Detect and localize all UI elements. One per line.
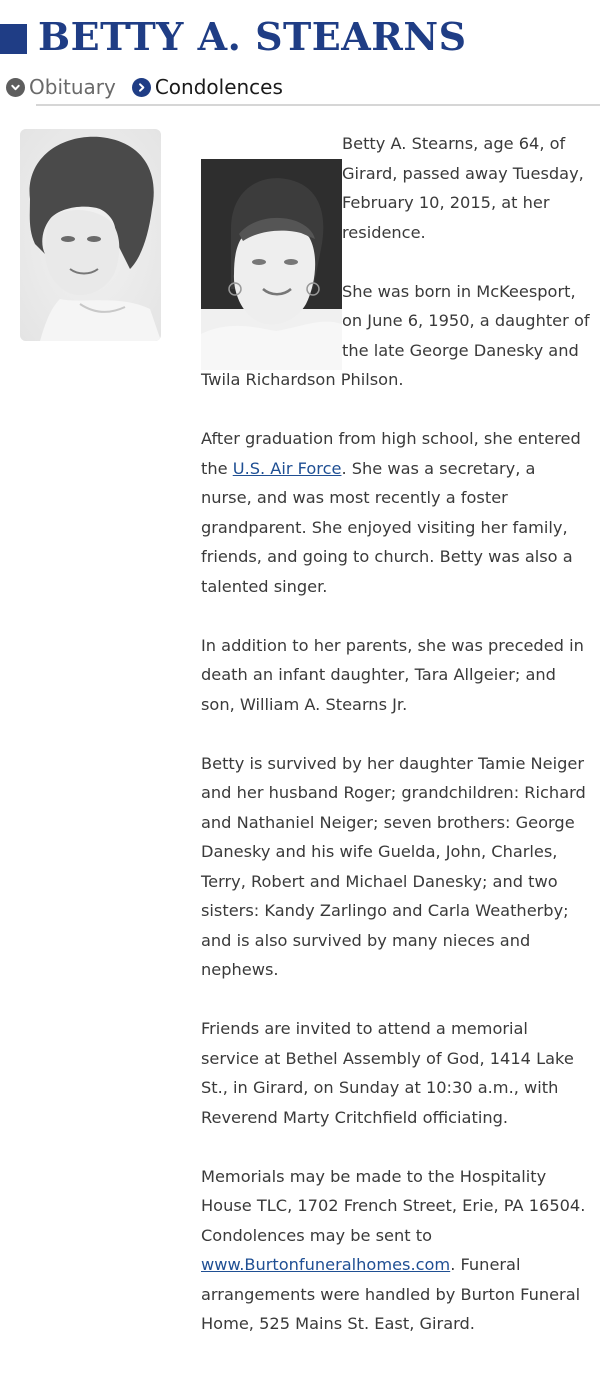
text: After graduation from high school, she entered the bbox=[201, 429, 581, 478]
text: Memorials may be made to the Hospitality House TLC, 1702 French Street, Erie, PA 16504. Condolences may be sent to bbox=[201, 1166, 586, 1245]
section-tabs bbox=[6, 73, 299, 101]
title-accent-bar bbox=[0, 24, 27, 54]
portrait-photo-young bbox=[20, 129, 161, 341]
tab-obituary[interactable] bbox=[6, 73, 116, 101]
obituary-paragraph-life bbox=[201, 424, 591, 601]
obituary-body bbox=[201, 129, 591, 1368]
obituary-paragraph-death: Betty A. Stearns, age 64, of Girard, passed away Tuesday, February 10, 2015, at her residence. bbox=[342, 134, 584, 242]
obituary-paragraph-memorials bbox=[201, 1162, 591, 1339]
funeral-home-website-link[interactable]: www.Burtonfuneralhomes.com bbox=[201, 1255, 451, 1274]
text: . Funeral arrangements were handled by Burton Funeral Home, 525 Mains St. East, Girard. bbox=[201, 1255, 581, 1333]
obituary-paragraph-survivors: Betty is survived by her daughter Tamie Neiger and her husband Roger; grandchildren: Richard and Nathaniel Neiger; seven brothers: George Danesky and his wife Guelda, John, Charles, Terry, Robert and Michael Danesky; and two sisters: Kandy Zarlingo and Carla Weatherby; and is also survived by many nieces and nephews. bbox=[201, 753, 586, 979]
obituary-paragraph-birth: She was born in McKeesport, on June 6, 1950, a daughter of the late George Danesky and Twila Richardson Philson. bbox=[201, 281, 590, 389]
tabs-divider bbox=[36, 104, 600, 106]
obituary-paragraph-service: Friends are invited to attend a memorial service at Bethel Assembly of God, 1414 Lake St., in Girard, on Sunday at 10:30 a.m., with Reverend Marty Critchfield officiating. bbox=[201, 1019, 574, 1127]
tab-obituary-label: Obituary bbox=[29, 75, 116, 99]
obituary-paragraph-preceded: In addition to her parents, she was preceded in death an infant daughter, Tara Allgeier; and son, William A. Stearns Jr. bbox=[201, 635, 584, 714]
chevron-down-circle-icon bbox=[6, 78, 25, 97]
page-title: BETTY A. STEARNS bbox=[38, 14, 467, 59]
tab-condolences[interactable] bbox=[132, 73, 283, 101]
air-force-link[interactable]: U.S. Air Force bbox=[232, 458, 342, 478]
tab-condolences-label: Condolences bbox=[154, 75, 283, 99]
chevron-right-circle-icon bbox=[132, 78, 151, 97]
text: . She was a secretary, a nurse, and was most recently a foster grandparent. She enjoyed visiting her family, friends, and going to church. Betty was also a talented singer. bbox=[201, 458, 573, 596]
photo-float-spacer bbox=[201, 129, 342, 364]
page-header bbox=[0, 14, 600, 60]
